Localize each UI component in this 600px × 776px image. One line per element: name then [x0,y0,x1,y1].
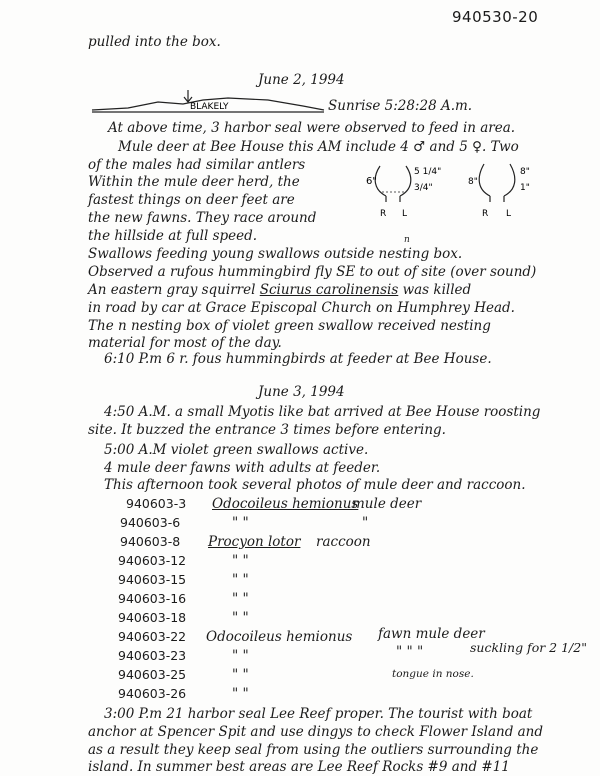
photo-species: " " [232,610,249,626]
text-line: 3:00 P.m 21 harbor seal Lee Reef proper. The tourist with boat [104,706,533,722]
photo-id: 940603-15 [118,572,187,587]
text-line: 6:10 P.m 6 r. fous hummingbirds at feeder at Bee House. [104,351,492,367]
photo-id: 940603-18 [118,610,187,625]
text-line: Observed a rufous hummingbird fly SE to out of site (over sound) [88,264,537,280]
text-line: pulled into the box. [88,34,221,50]
text-line: This afternoon took several photos of mule deer and raccoon. [104,477,526,493]
text-line: Within the mule deer herd, the [88,174,300,190]
photo-species: " " [232,648,249,664]
photo-id: 940603-3 [126,496,187,511]
photo-species: " " [232,686,249,702]
text-line: Mule deer at Bee House this AM include 4 ♂ and 5 ♀. Two [118,139,519,155]
photo-common-name: raccoon [316,534,371,550]
document-id: 940530-20 [452,8,539,26]
text-line [88,282,471,298]
antler-sketch-right [468,158,548,220]
sunrise-time: Sunrise 5:28:28 A.m. [328,98,473,114]
text-line: 4 mule deer fawns with adults at feeder. [104,460,381,476]
photo-note: suckling for 2 1/2" [470,640,587,655]
text-line: anchor at Spencer Spit and use dingys to check Flower Island and [88,724,544,740]
photo-species: " " [232,591,249,607]
insert-mark: n [404,235,410,245]
photo-common-name: " [362,515,369,531]
sketch-label: BLAKELY [190,102,229,112]
antler-measure: 5 1/4" [414,167,442,177]
photo-species: Procyon lotor [208,534,301,550]
photo-species: Odocoileus hemionus [206,629,353,645]
text-line: Swallows feeding young swallows outside nesting box. [88,246,463,262]
photo-id: 940603-12 [118,553,187,568]
date-heading: June 3, 1994 [258,384,345,400]
antler-side-label: R [380,209,387,219]
photo-species: " " [232,572,249,588]
antler-measure: 3/4" [414,183,433,193]
text-line: the hillside at full speed. [88,228,258,244]
photo-id: 940603-22 [118,629,187,644]
photo-species: " " [232,667,249,683]
photo-common-name: mule deer [352,496,422,512]
margin-note: tongue in nose. [392,668,474,680]
photo-common-name: fawn mule deer [378,626,485,642]
photo-id: 940603-26 [118,686,187,701]
photo-id: 940603-23 [118,648,187,663]
antler-side-label: L [402,209,408,219]
antler-measure: 1" [520,183,530,193]
shoreline-sketch [88,88,328,124]
text-line: material for most of the day. [88,335,282,351]
antler-side-label: L [506,209,512,219]
text-line: site. It buzzed the entrance 3 times before entering. [88,422,446,438]
photo-id: 940603-6 [120,515,181,530]
antler-side-label: R [482,209,489,219]
text-line: 4:50 A.M. a small Myotis like bat arrived at Bee House roosting [104,404,541,420]
antler-measure: 8" [468,177,478,187]
text-line: 5:00 A.M violet green swallows active. [104,442,369,458]
text-line: the new fawns. They race around [88,210,317,226]
species-name: Sciurus carolinensis [259,282,399,298]
text-line: The n nesting box of violet green swallow received nesting [88,318,491,334]
antler-measure: 6" [366,176,377,187]
antler-measure: 8" [520,167,530,177]
antler-sketch-left [366,158,464,220]
text-line: in road by car at Grace Episcopal Church on Humphrey Head. [88,300,515,316]
text-line: island. In summer best areas are Lee Reef Rocks #9 and #11 [88,759,510,775]
date-heading: June 2, 1994 [258,72,345,88]
text-line: as a result they keep seal from using the outliers surrounding the [88,742,539,758]
photo-common-name: " " " [396,644,424,660]
text-line: fastest things on deer feet are [88,192,295,208]
text-fragment: An eastern gray squirrel [88,282,260,298]
photo-species: " " [232,515,249,531]
photo-species: " " [232,553,249,569]
text-line: of the males had similar antlers [88,157,306,173]
photo-id: 940603-16 [118,591,187,606]
photo-id: 940603-8 [120,534,181,549]
text-fragment: was killed [398,282,472,298]
photo-species: Odocoileus hemionus [212,496,359,512]
photo-id: 940603-25 [118,667,187,682]
text-line: At above time, 3 harbor seal were observed to feed in area. [108,120,516,136]
